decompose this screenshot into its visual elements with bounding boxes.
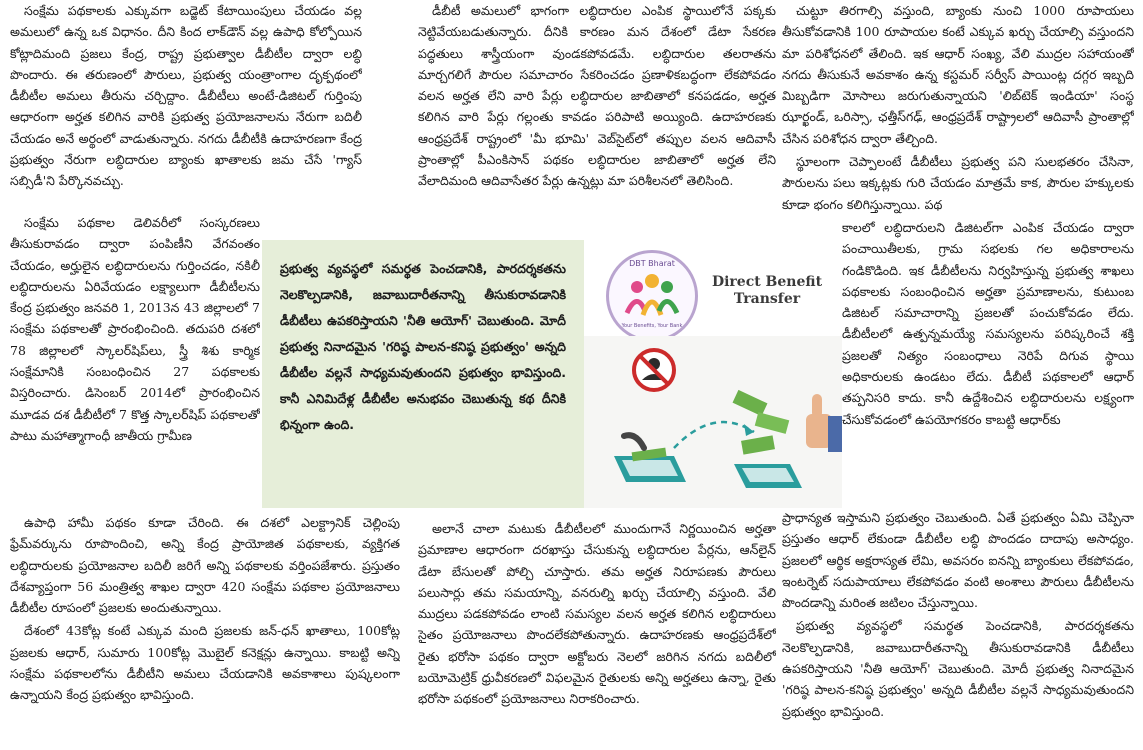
article-column-right-bottom: [782, 507, 1134, 750]
paragraph: సంక్షేమ పథకాల డెలివరీలో సంస్కరణలు తీసుకురావడం ద్వారా పంపిణీని వేగవంతం చేయడం, అర్హులైన లబ్ధిదారులను గుర్తించడం, నకిలీ లబ్ధిదారులను ఏరివేయడం లక్ష్యాలుగా డీబీటీలను కేంద్ర ప్రభుత్వం జనవరి 1, 2013న 43 జిల్లాలలో 7 సంక్షేమ పథకాలతో ప్రారంభించింది. తదుపరి దశలో 78 జిల్లాలలో స్కాలర్‌షిప్‌లు, స్త్రీ శిశు కార్మిక సంక్షేమానికి సంబంధించిన 27 పథకాలకు విస్తరించారు. డిసెంబర్ 2014లో ప్రారంభించిన మూడవ దశ డీబీటీలో 7 కొత్త స్కాలర్‌షిప్ పథకాలతో పాటు మహాత్మాగాంధీ జాతీయ గ్రామీణ: [10, 215, 260, 443]
paragraph: చుట్టూ తిరగాల్సి వస్తుంది, బ్యాంకు నుంచి 1000 రూపాయలు తీసుకోవడానికి 100 రూపాయల కంటే ఎక్కువ ఖర్చు చేయాల్సి వస్తుందని మా పరిశోధనలో తేలింది. ఇక ఆధార్ సంఖ్య, వేలి ముద్రల సహాయంతో నగదు తీసుకునే అవకాశం ఉన్న కస్టమర్ సర్వీస్ పాయింట్ల దగ్గర ఇబ్బది మిబ్బడిగా మోసాలు జరుగుతున్నాయని 'లిబ్‌టెక్ ఇండియా' సంస్థ ఝార్ఖండ్, ఒరిస్సా, ఛత్తీస్‌గఢ్, ఆంధ్రప్రదేశ్ రాష్ట్రాలలో ఆదివాసీ ప్రాంతాల్లో చేసిన పరిశోధన ద్వారా తేల్చింది.: [782, 3, 1134, 146]
article-column-right-wrap: [842, 217, 1134, 507]
paragraph: సంక్షేమ పథకాలకు ఎక్కువగా బడ్జెట్ కేటాయింపులు చేయడం వల్ల అమలులో ఉన్న ఒక విధానం. దీని కింద లాక్‌డౌన్ వల్ల ఉపాధి కోల్పోయిన కోట్లాదిమంది ప్రజలు కేంద్ర, రాష్ట్ర ప్రభుత్వాల డీబీటీల ద్వారా లబ్ధి పొందారు. ఈ తరుణంలో పౌరులు, ప్రభుత్వ యంత్రాంగాల దృక్పథంలో డీబీటీల అమలు తీరును చర్చిద్దాం. డీబీటీలు అంటే-డిజిటల్ గుర్తింపు ఆధారంగా అర్హత కలిగిన వారికి ప్రభుత్వ ప్రయోజనాలను నేరుగా బదిలీ చేయడం అనే అర్థంలో వాడుతున్నారు. నగదు డీబీటీకి ఉదాహరణగా కేంద్ర ప్రభుత్వం నేరుగా లబ్ధిదారుల బ్యాంకు ఖాతాలకు జమ చేసే 'గ్యాస్ సబ్సిడీ'ని పేర్కొనవచ్చు.: [10, 3, 362, 189]
article-column-middle-top: [418, 0, 776, 235]
paragraph: డీబీటీ అమలులో భాగంగా లబ్ధిదారుల ఎంపిక స్థాయిలోనే పక్కకు నెట్టివేయబడుతున్నారు. దీనికి కారణం మన దేశంలో డేటా సేకరణ పద్ధతులు శాస్త్రీయంగా వుండకపోవడమే. లబ్ధిదారుల తలరాతను మార్చగలిగే పౌరుల సమాచారం సేకరించడం ప్రణాళికబద్ధంగా లేకపోవడం వలన అర్హత లేని వారి పేర్లు లబ్ధిదారుల జాబితాలో కనపడడం, అర్హత కలిగిన వారి పేర్లు గల్లంతు కావడం పరిపాటి అయ్యింది. ఉదాహరణకు ఆంధ్రప్రదేశ్ రాష్ట్రంలో 'మీ భూమి' వెబ్‌సైట్‌లో తప్పుల వలన ఆదివాసీ ప్రాంతాల్లో పీఎంకిసాన్ పథకం లబ్ధిదారుల జాబితాలో అర్హత లేని వేలాదిమంది ఆదివాసేతర పేర్లు ఉన్నట్లు మా పరిశీలనలో తెలిసింది.: [418, 3, 776, 189]
paragraph: కాలలో లబ్ధిదారులని డిజిటల్‌గా ఎంపిక చేయడం ద్వారా పంచాయితీలకు, గ్రామ సభలకు గల అధికారాలను గండికొడింది. ఇక డీబీటీలను నిర్వహిస్తున్న ప్రభుత్వ శాఖలు పథకాలకు సంబంధించిన అర్హతా ప్రమాణాలను, కుటుంబ డిజిటల్ సమాచారాన్ని ప్రజలతో పంచుకోవడం లేదు. డీబీటీలలో ఉత్పన్నమయ్యే సమస్యలను పరిష్కరించే శక్తి ప్రజలతో నిత్యం సంబంధాలు నెరిపే దిగువ స్థాయి అధికారులకు ఉండటం లేదు. డీబీటీ పథకాలలో ఆధార్ తప్పనిసరి కాదు. కానీ ఉద్దేశించిన లబ్ధిదారులను లక్ష్యంగా చేసుకోవడంలో ఉపయోగకరం కాబట్టి ఆధార్‌కు: [842, 220, 1134, 427]
paragraph: స్థూలంగా చెప్పాలంటే డీబీటీలు ప్రభుత్వ పని సులభతరం చేసినా, పౌరులను పలు ఇక్కట్లకు గురి చేయడం మాత్రమే కాక, పౌరుల హక్కులకు కూడా భంగం కలిగిస్తున్నాయి. పథ: [782, 154, 1134, 212]
dbt-illustration: [584, 240, 842, 508]
pull-quote-box: [262, 240, 584, 508]
no-middleman-icon: [634, 350, 674, 390]
paragraph: దేశంలో 43కోట్ల కంటే ఎక్కువ మంది ప్రజలకు జన్-ధన్ ఖాతాలు, 100కోట్ల ప్రజలకు ఆధార్, సుమారు 100కోట్ల మొబైల్ కనెక్షన్లు ఉన్నాయి. కాబట్టి అన్ని సంక్షేమ పథకాలలోను డీబీటీని అమలు చేయడానికి అవకాశాలు పుష్కలంగా ఉన్నాయని కేంద్ర ప్రభుత్వం భావిస్తుంది.: [10, 623, 400, 703]
article-column-left-bottom: [10, 512, 400, 750]
paragraph: ప్రాధాన్యత ఇస్తామని ప్రభుత్వం చెబుతుంది. ఏతే ప్రభుత్వం ఏమి చెప్పినా ప్రస్తుతం ఆధార్ లేకుండా డీబీటీల లబ్ధి పొందడం దాదాపు అసాధ్యం. ప్రజలలో ఆర్థిక అక్షరాస్యత లేమి, అవసరం ఐనన్ని బ్యాంకులు లేకపోవడం, ఇంటర్నెట్ సదుపాయాలు లేకపోవడం వంటి అంశాలు పౌరులు డీబీటీలను పొందడాన్ని మరింత జటిలం చేస్తున్నాయి.: [782, 510, 1134, 611]
logo-text: DBT Bharat: [629, 259, 675, 268]
paragraph: ఉపాధి హామీ పథకం కూడా చేరింది. ఈ దశలో ఎలక్ట్రానిక్ చెల్లింపు ఫ్రేమ్‌వర్కును రూపొందించి, అన్ని కేంద్ర ప్రాయోజిత పథకాలకు, వ్యక్తిగత లబ్ధిదారులకు ప్రయోజనాల బదిలీ జరిగే అన్ని పథకాలకు వర్తింపజేశారు. ప్రస్తుతం దేశవ్యాప్తంగా 56 మంత్రిత్వ శాఖల ద్వారా 420 సంక్షేమ పథకాల ప్రయోజనాలు డీబీటీల రూపంలో ప్రజలకు అందుతున్నాయి.: [10, 515, 400, 616]
receiving-phone: [734, 464, 802, 488]
title-line: Transfer: [733, 291, 801, 307]
paragraph: ప్రభుత్వ వ్యవస్థలో సమర్థత పెంచడానికి, పారదర్శకతను నెలకొల్పడానికి, జవాబుదారీతనాన్ని తీసుకురావడానికి డీబీటీలు ఉపకరిస్తాయని 'నీతి ఆయోగ్' చెబుతుంది. మోదీ ప్రభుత్వ నినాదమైన 'గరిష్ఠ పాలన-కనిష్ఠ ప్రభుత్వం' అన్నది డీబీటీల వల్లనే సాధ్యమవుతుందని ప్రభుత్వం భావిస్తుంది.: [782, 618, 1134, 719]
article-column-middle-bottom: [418, 518, 776, 750]
logo-tagline: Your Benefits, Your Bank: [621, 323, 683, 329]
illustration-title: [702, 274, 832, 308]
transfer-artwork: [584, 336, 842, 508]
article-column-right-top: [782, 0, 1134, 217]
paragraph: అలానే చాలా మటుకు డీబీటీలలో ముందుగానే నిర్ణయించిన అర్హతా ప్రమాణాల ఆధారంగా దరఖాస్తు చేసుకున్న లబ్ధిదారుల పేర్లను, ఆన్‌లైన్ డేటా బేసులతో పోల్చి చూస్తారు. తమ అర్హత నిరూపణకు పౌరులు పలుసార్లు తమ సమయాన్ని, వనరుల్ని ఖర్చు చేయాల్సి వస్తుంది. వేలి ముద్రలు పడకపోవడం లాంటి సమస్యల వలన అర్హత కలిగిన లబ్ధిదారులు సైతం ప్రయోజనాలు పొందలేకపోతున్నారు. ఉదాహరణకు ఆంధ్రప్రదేశ్‌లో రైతు భరోసా పథకం ద్వారా అక్టోబరు నెలలో జరిగిన నగదు బదిలీలో బయోమెట్రిక్ ధ్రువీకరణలో విఫలమైన రైతులకు అన్ని అర్హతలు ఉన్నా, రైతు భరోసా పథకంలో ప్రయోజనాలు నిరాకరించారు.: [418, 521, 776, 707]
pull-quote-text: ప్రభుత్వ వ్యవస్థలో సమర్థత పెంచడానికి, పారదర్శకతను నెలకొల్పడానికి, జవాబుదారీతనాన్ని తీసుకురావడానికి డీబీటీలు ఉపకరిస్తాయని 'నీతి ఆయోగ్' చెబుతుంది. మోదీ ప్రభుత్వ నినాదమైన 'గరిష్ఠ పాలన-కనిష్ఠ ప్రభుత్వం' అన్నది డీబీటీల వల్లనే సాధ్యమవుతుందని ప్రభుత్వం భావిస్తుంది. కానీ ఎనిమిదేళ్ల డీబీటీల అనుభవం చెబుతున్న కథ దీనికి భిన్నంగా ఉంది.: [280, 261, 566, 432]
article-column-left-lower: [10, 212, 260, 512]
dbt-logo-icon: [606, 250, 698, 342]
title-line: Direct Benefit: [711, 274, 823, 290]
